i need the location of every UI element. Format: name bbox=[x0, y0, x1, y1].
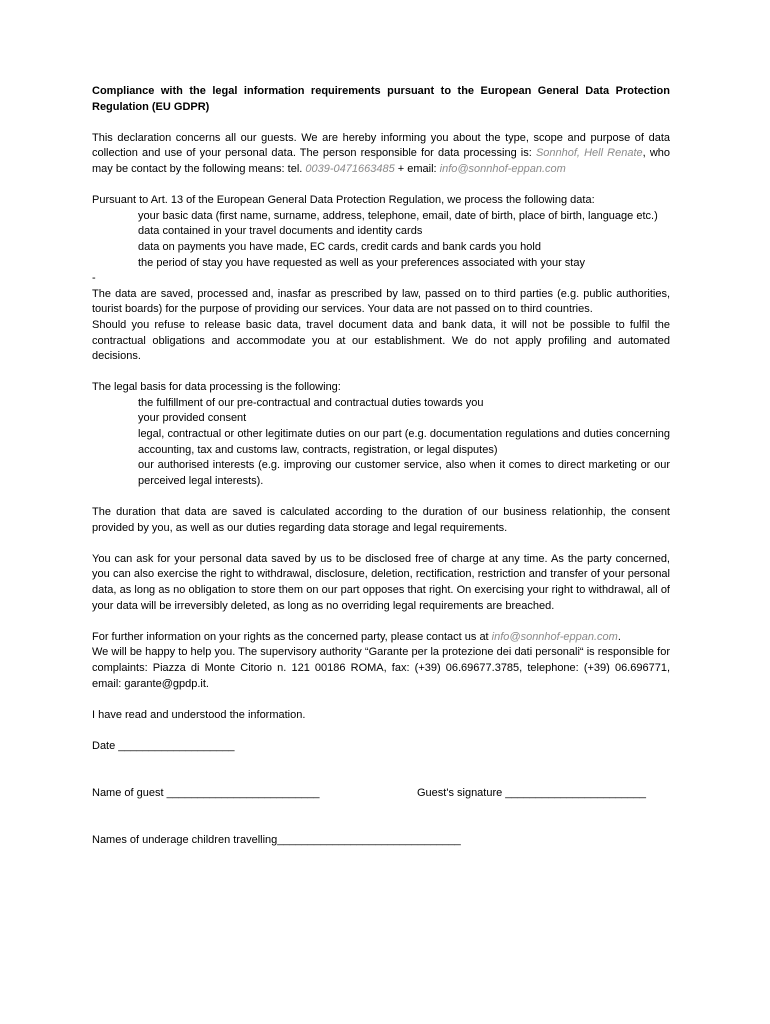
duration-paragraph: The duration that data are saved is calculated according to the duration of our business relationhip, the consent provided by you, as well as our duties regarding data storage and legal requirements. bbox=[92, 506, 670, 534]
children-names-field[interactable]: Names of underage children travelling______________________________ bbox=[92, 833, 461, 846]
document-title: Compliance with the legal information requirements pursuant to the European General Data Protection Regulation (EU GDPR) bbox=[92, 85, 670, 113]
rights-paragraph: You can ask for your personal data saved by us to be disclosed free of charge at any time. As the party concerned, you can also exercise the right to withdrawal, disclosure, deletion, rectification, restriction and transfer of your personal data, as long as no obligation to store them on our part opposes that right. On exercising your right to withdrawal, all of your data will be irreversibly deleted, as long as no overriding legal requirements are breached. bbox=[92, 552, 670, 612]
dash-marker: - bbox=[92, 272, 96, 285]
list-item: data on payments you have made, EC cards, credit cards and bank cards you hold bbox=[138, 240, 541, 253]
contact-telephone: 0039-0471663485 bbox=[305, 162, 395, 175]
refuse-paragraph: Should you refuse to release basic data, travel document data and bank data, it will not be possible to fulfil the contractual obligations and accommodate you at our establishment. We do not apply profiling and automated decisions. bbox=[92, 318, 670, 363]
list-item: the period of stay you have requested as well as your preferences associated with your stay bbox=[138, 256, 585, 269]
list-item: your provided consent bbox=[138, 412, 247, 425]
contact-email-link[interactable]: info@sonnhof-eppan.com bbox=[491, 630, 618, 643]
intro-text-2: , who may be contact by the following means: tel. bbox=[92, 147, 670, 175]
processed-data-list bbox=[92, 209, 670, 271]
legal-basis-lead: The legal basis for data processing is the following: bbox=[92, 381, 341, 394]
authority-paragraph: We will be happy to help you. The supervisory authority “Garante per la protezione dei dati personali“ is responsible for complaints: Piazza di Monte Citorio n. 121 00186 ROMA, fax: (+39) 06.69677.3785, telephone: (+39) 06.696771, email: garante@gpdp.it. bbox=[92, 646, 670, 690]
list-item: our authorised interests (e.g. improving our customer service, also when it comes to direct marketing or our perceived legal interests). bbox=[138, 459, 670, 487]
read-confirmation: I have read and understood the information. bbox=[92, 708, 306, 721]
intro-paragraph bbox=[92, 131, 670, 178]
data-saved-paragraph: The data are saved, processed and, inasfar as prescribed by law, passed on to third parties (e.g. public authorities, tourist boards) for the purpose of providing our services. Your data are not passed on to third countries. bbox=[92, 287, 670, 316]
document-body bbox=[92, 84, 670, 848]
guest-signature-row bbox=[92, 786, 670, 802]
guest-name-field[interactable]: Name of guest _________________________ bbox=[92, 786, 320, 799]
intro-text-1: This declaration concerns all our guests. We are hereby informing you about the type, scope and purpose of data collection and use of your personal data. The person responsible for data processing is: bbox=[92, 131, 670, 160]
date-field[interactable]: Date ___________________ bbox=[92, 739, 235, 752]
list-item: the fulfillment of our pre-contractual and contractual duties towards you bbox=[138, 396, 484, 409]
list-item: legal, contractual or other legitimate duties on our part (e.g. documentation regulations and duties concerning accounting, tax and customs law, contracts, registration, or legal disputes) bbox=[138, 428, 670, 456]
responsible-person: Sonnhof, Hell Renate bbox=[535, 147, 643, 160]
art13-lead: Pursuant to Art. 13 of the European General Data Protection Regulation, we process the following data: bbox=[92, 194, 595, 207]
guest-signature-field[interactable]: Guest's signature _______________________ bbox=[417, 786, 647, 799]
list-item: data contained in your travel documents and identity cards bbox=[138, 225, 423, 238]
contact-text-2: . bbox=[617, 630, 621, 643]
list-item: your basic data (first name, surname, address, telephone, email, date of birth, place of birth, language etc.) bbox=[138, 209, 658, 222]
contact-text-1: For further information on your rights as the concerned party, please contact us at bbox=[92, 630, 492, 643]
legal-basis-list bbox=[92, 396, 670, 490]
contact-email: info@sonnhof-eppan.com bbox=[439, 162, 566, 175]
intro-text-3: + email: bbox=[394, 162, 440, 175]
contact-paragraph bbox=[92, 630, 670, 646]
